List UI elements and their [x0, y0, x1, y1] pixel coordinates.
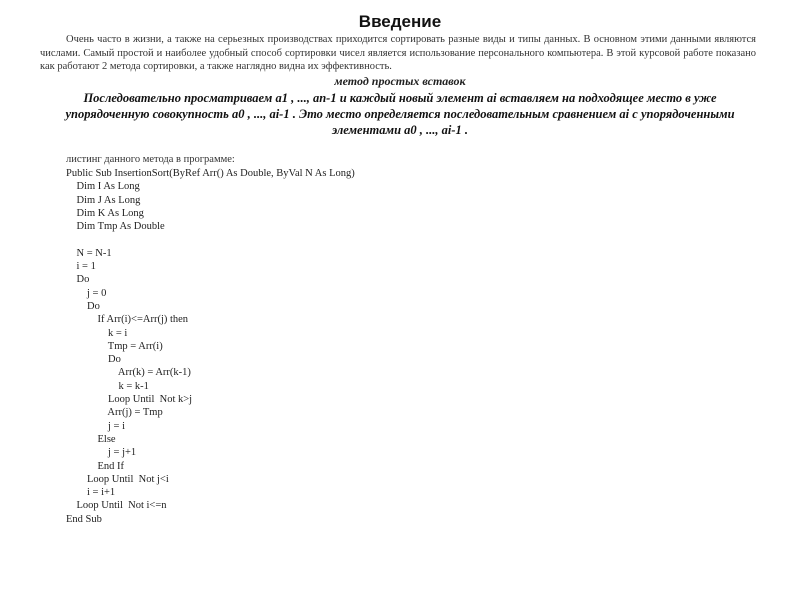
code-line: j = i [66, 420, 126, 432]
code-line: i = 1 [66, 261, 96, 273]
code-line: Loop Until Not j<i [66, 473, 169, 485]
code-line: Do [66, 354, 121, 366]
code-line: Else [66, 433, 116, 445]
code-line: End If [66, 460, 125, 472]
code-line: Arr(j) = Tmp [66, 407, 163, 419]
intro-paragraph: Очень часто в жизни, а также на серьезных производствах приходится сортировать разные виды и типы данных. В основном этими данными являются числами. Самый простой и наиболее удобный способ сортировки чисел является использование персонального компьютера. В этой курсовой работе показано как работают 2 метода сортировки, а также наглядно видна их эффективность. [40, 34, 756, 72]
code-line: Loop Until Not i<=n [66, 500, 167, 512]
page-title: Введение [358, 12, 442, 31]
code-line: Dim Tmp As Double [66, 221, 165, 233]
code-line: i = i+1 [66, 487, 116, 499]
code-line: End Sub [66, 513, 102, 525]
code-line: Public Sub InsertionSort(ByRef Arr() As Double, ByVal N As Long) [66, 168, 355, 179]
code-line: Dim I As Long [66, 181, 140, 193]
code-line: j = 0 [66, 287, 107, 299]
code-line: Loop Until Not k>j [66, 394, 193, 406]
code-line: If Arr(i)<=Arr(j) then [66, 314, 189, 326]
code-line: Dim K As Long [66, 207, 144, 219]
code-line: Dim J As Long [66, 194, 141, 206]
method-title: метод простых вставок [334, 74, 466, 88]
code-line: N = N-1 [66, 247, 112, 259]
code-line: Do [66, 274, 90, 286]
method-description: Последовательно просматриваем a1 , ..., an-1 и каждый новый элемент ai вставляем на подходящее место в уже упорядоченную совокупность a0 , ..., ai-1 . Это место определяется последовательным сравнением ai с упорядоченными элементами a0 , ..., ai-1 . [65, 91, 735, 137]
code-line: k = i [66, 327, 128, 339]
code-listing [66, 167, 355, 526]
code-caption: листинг данного метода в программе: [66, 154, 235, 165]
code-line: Tmp = Arr(i) [66, 340, 163, 352]
code-line: k = k-1 [66, 380, 149, 392]
code-line [66, 233, 355, 246]
code-line: Arr(k) = Arr(k-1) [66, 367, 191, 379]
code-line: j = j+1 [66, 447, 137, 459]
code-line: Do [66, 300, 100, 312]
